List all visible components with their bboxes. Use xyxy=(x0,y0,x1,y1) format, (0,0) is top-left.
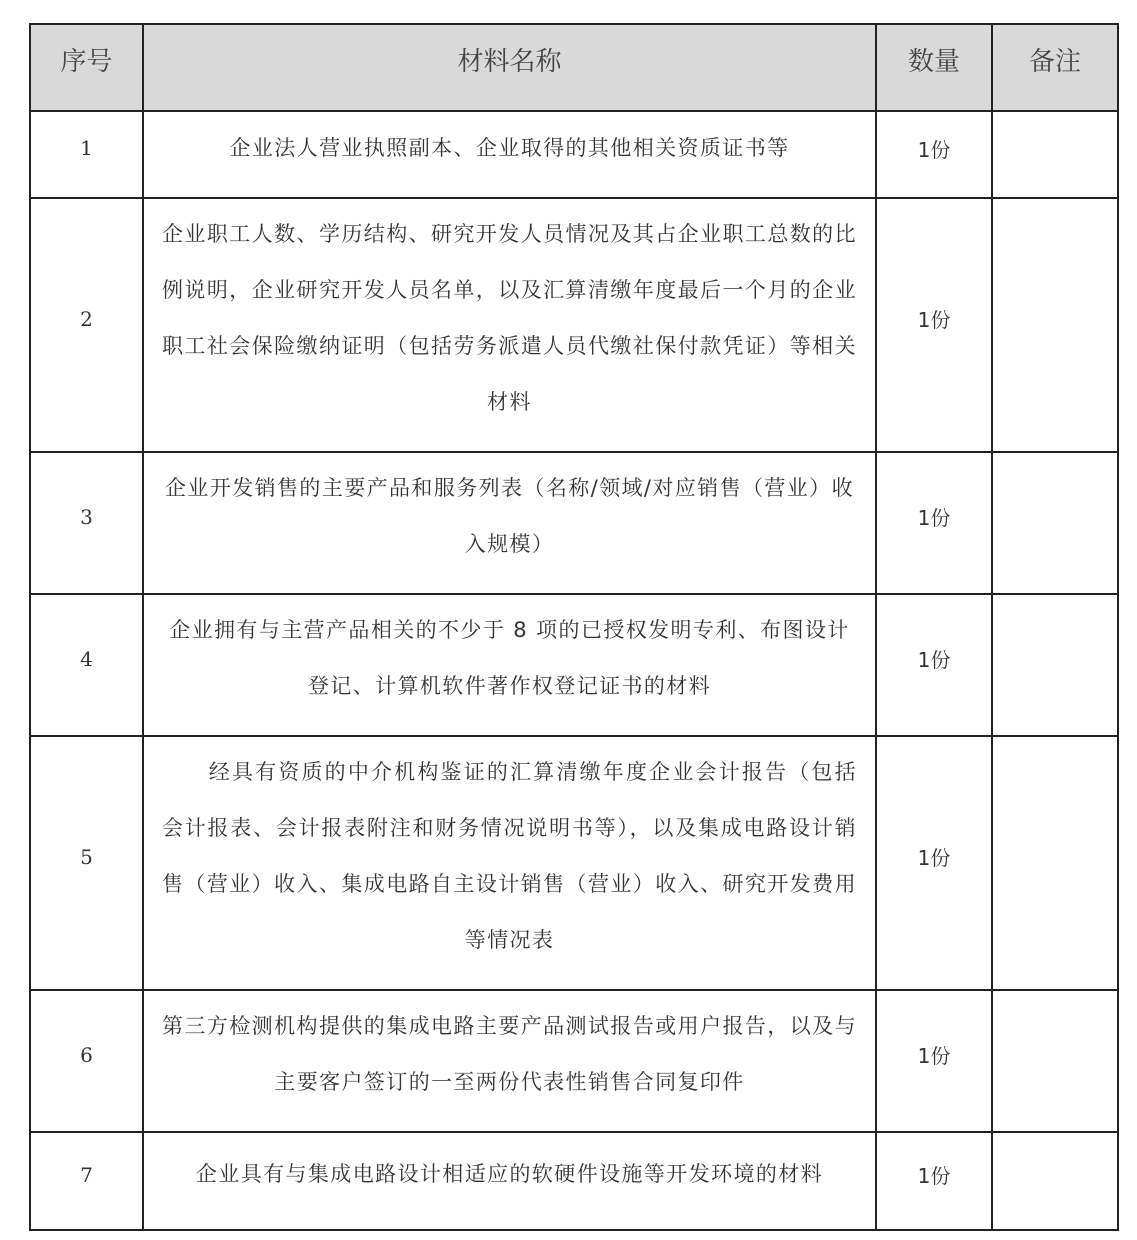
row-serial-number: 5 xyxy=(30,736,143,990)
row-material-name: 第三方检测机构提供的集成电路主要产品测试报告或用户报告，以及与主要客户签订的一至两份代表性销售合同复印件 xyxy=(143,990,876,1132)
header-remarks: 备注 xyxy=(992,24,1118,111)
row-quantity: 1份 xyxy=(876,111,992,198)
row-material-name: 企业开发销售的主要产品和服务列表（名称/领域/对应销售（营业）收入规模） xyxy=(143,452,876,594)
row-quantity: 1份 xyxy=(876,990,992,1132)
row-quantity: 1份 xyxy=(876,198,992,452)
header-quantity: 数量 xyxy=(876,24,992,111)
row-remarks xyxy=(992,1132,1118,1230)
row-material-name: 企业职工人数、学历结构、研究开发人员情况及其占企业职工总数的比例说明，企业研究开发人员名单，以及汇算清缴年度最后一个月的企业职工社会保险缴纳证明（包括劳务派遣人员代缴社保付款凭证）等相关材料 xyxy=(143,198,876,452)
row-serial-number: 1 xyxy=(30,111,143,198)
header-material-name: 材料名称 xyxy=(143,24,876,111)
table-row xyxy=(30,594,1118,736)
row-remarks xyxy=(992,594,1118,736)
table-row xyxy=(30,1132,1118,1230)
row-remarks xyxy=(992,198,1118,452)
row-serial-number: 7 xyxy=(30,1132,143,1230)
table-body xyxy=(30,111,1118,1230)
row-quantity: 1份 xyxy=(876,452,992,594)
row-serial-number: 3 xyxy=(30,452,143,594)
table-row xyxy=(30,452,1118,594)
table-row xyxy=(30,990,1118,1132)
table-row xyxy=(30,111,1118,198)
row-material-name: 企业拥有与主营产品相关的不少于 8 项的已授权发明专利、布图设计登记、计算机软件著作权登记证书的材料 xyxy=(143,594,876,736)
row-remarks xyxy=(992,111,1118,198)
row-quantity: 1份 xyxy=(876,594,992,736)
table-row xyxy=(30,198,1118,452)
row-material-name: 企业具有与集成电路设计相适应的软硬件设施等开发环境的材料 xyxy=(143,1132,876,1230)
row-remarks xyxy=(992,452,1118,594)
row-serial-number: 2 xyxy=(30,198,143,452)
row-material-name: 企业法人营业执照副本、企业取得的其他相关资质证书等 xyxy=(143,111,876,198)
table-row xyxy=(30,736,1118,990)
row-serial-number: 6 xyxy=(30,990,143,1132)
row-material-name-text: 经具有资质的中介机构鉴证的汇算清缴年度企业会计报告（包括会计报表、会计报表附注和财务情况说明书等），以及集成电路设计销售（营业）收入、集成电路自主设计销售（营业）收入、研究开发费用等情况表 xyxy=(162,760,857,952)
row-serial-number: 4 xyxy=(30,594,143,736)
header-serial-number: 序号 xyxy=(30,24,143,111)
row-remarks xyxy=(992,990,1118,1132)
row-quantity: 1份 xyxy=(876,1132,992,1230)
header-row xyxy=(30,24,1118,111)
row-material-name xyxy=(143,736,876,990)
table-header xyxy=(30,24,1118,111)
row-remarks xyxy=(992,736,1118,990)
row-quantity: 1份 xyxy=(876,736,992,990)
materials-table xyxy=(29,23,1119,1231)
